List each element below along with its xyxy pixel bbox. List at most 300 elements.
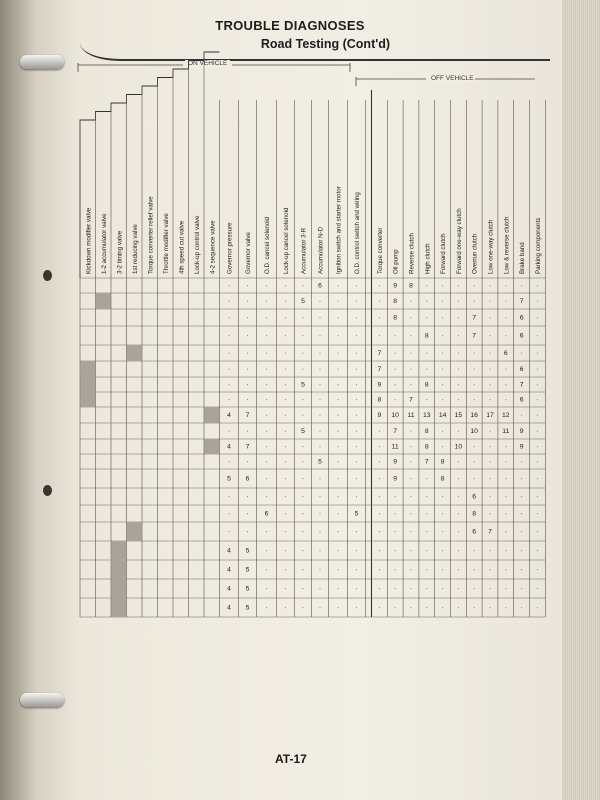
empty-cell-dot: [537, 384, 538, 385]
empty-cell-dot: [505, 531, 506, 532]
empty-cell-dot: [379, 550, 380, 551]
empty-cell-dot: [442, 369, 443, 370]
empty-cell-dot: [337, 285, 338, 286]
cell-value: 8: [440, 475, 445, 483]
empty-cell-dot: [247, 461, 248, 462]
cell-value: 7: [409, 396, 413, 404]
empty-cell-dot: [319, 478, 320, 479]
empty-cell-dot: [379, 301, 380, 302]
column-header: Ignition switch and starter motor: [335, 186, 343, 274]
column-header: Oil pump: [392, 249, 400, 274]
empty-cell-dot: [505, 478, 506, 479]
empty-cell-dot: [302, 461, 303, 462]
shaded-cell: [205, 408, 220, 423]
empty-cell-dot: [356, 531, 357, 532]
empty-cell-dot: [537, 550, 538, 551]
empty-cell-dot: [285, 285, 286, 286]
empty-cell-dot: [285, 369, 286, 370]
cell-value: 8: [424, 428, 429, 436]
cell-value: 8: [424, 443, 429, 451]
empty-cell-dot: [458, 335, 459, 336]
cell-value: 5: [301, 428, 305, 436]
empty-cell-dot: [395, 496, 396, 497]
column-header: Throttle modifier valve: [162, 213, 170, 274]
empty-cell-dot: [537, 496, 538, 497]
empty-cell-dot: [458, 399, 459, 400]
empty-cell-dot: [266, 531, 267, 532]
empty-cell-dot: [228, 384, 229, 385]
empty-cell-dot: [266, 369, 267, 370]
empty-cell-dot: [442, 531, 443, 532]
empty-cell-dot: [426, 607, 427, 608]
empty-cell-dot: [410, 550, 411, 551]
empty-cell-dot: [537, 478, 538, 479]
empty-cell-dot: [266, 550, 267, 551]
empty-cell-dot: [302, 496, 303, 497]
cell-value: 17: [486, 412, 494, 420]
empty-cell-dot: [247, 285, 248, 286]
on-vehicle-label: ON VEHICLE: [185, 60, 230, 67]
empty-cell-dot: [489, 285, 490, 286]
empty-cell-dot: [319, 496, 320, 497]
empty-cell-dot: [337, 369, 338, 370]
shaded-cell: [205, 440, 220, 454]
empty-cell-dot: [228, 335, 229, 336]
column-header: Lock-up cancel solenoid: [283, 207, 290, 274]
empty-cell-dot: [285, 550, 286, 551]
empty-cell-dot: [285, 317, 286, 318]
empty-cell-dot: [285, 588, 286, 589]
cell-value: 9: [519, 428, 524, 436]
empty-cell-dot: [266, 607, 267, 608]
empty-cell-dot: [505, 513, 506, 514]
empty-cell-dot: [489, 550, 490, 551]
empty-cell-dot: [395, 588, 396, 589]
empty-cell-dot: [285, 569, 286, 570]
empty-cell-dot: [442, 607, 443, 608]
empty-cell-dot: [442, 431, 443, 432]
empty-cell-dot: [458, 607, 459, 608]
cell-value: 6: [245, 475, 250, 483]
empty-cell-dot: [302, 415, 303, 416]
empty-cell-dot: [426, 513, 427, 514]
cell-value: 5: [318, 458, 322, 466]
empty-cell-dot: [247, 335, 248, 336]
empty-cell-dot: [474, 569, 475, 570]
empty-cell-dot: [395, 353, 396, 354]
empty-cell-dot: [521, 461, 522, 462]
empty-cell-dot: [458, 285, 459, 286]
empty-cell-dot: [474, 550, 475, 551]
empty-cell-dot: [228, 461, 229, 462]
empty-cell-dot: [395, 607, 396, 608]
empty-cell-dot: [337, 513, 338, 514]
empty-cell-dot: [302, 317, 303, 318]
empty-cell-dot: [319, 550, 320, 551]
empty-cell-dot: [302, 335, 303, 336]
empty-cell-dot: [442, 399, 443, 400]
empty-cell-dot: [489, 301, 490, 302]
empty-cell-dot: [505, 461, 506, 462]
empty-cell-dot: [521, 415, 522, 416]
cell-value: 8: [424, 381, 429, 389]
empty-cell-dot: [337, 415, 338, 416]
empty-cell-dot: [426, 569, 427, 570]
column-header: 3-2 timing valve: [116, 230, 124, 274]
empty-cell-dot: [247, 353, 248, 354]
empty-cell-dot: [356, 384, 357, 385]
empty-cell-dot: [489, 317, 490, 318]
cell-value: 5: [227, 475, 231, 483]
empty-cell-dot: [337, 569, 338, 570]
empty-cell-dot: [356, 496, 357, 497]
empty-cell-dot: [426, 285, 427, 286]
empty-cell-dot: [442, 317, 443, 318]
empty-cell-dot: [410, 478, 411, 479]
empty-cell-dot: [521, 496, 522, 497]
empty-cell-dot: [266, 335, 267, 336]
empty-cell-dot: [410, 431, 411, 432]
cell-value: 11: [391, 443, 399, 451]
cell-value: 9: [377, 381, 382, 389]
cell-value: 7: [519, 298, 524, 306]
empty-cell-dot: [319, 301, 320, 302]
cell-value: 5: [301, 381, 305, 389]
empty-cell-dot: [356, 317, 357, 318]
empty-cell-dot: [228, 399, 229, 400]
empty-cell-dot: [228, 431, 229, 432]
column-header: Low & reverse clutch: [503, 216, 511, 274]
empty-cell-dot: [505, 399, 506, 400]
empty-cell-dot: [337, 335, 338, 336]
empty-cell-dot: [442, 513, 443, 514]
empty-cell-dot: [505, 285, 506, 286]
column-header: O.D. cancel solenoid: [264, 216, 271, 274]
empty-cell-dot: [247, 384, 248, 385]
empty-cell-dot: [505, 317, 506, 318]
empty-cell-dot: [395, 513, 396, 514]
shaded-cell: [112, 561, 127, 579]
empty-cell-dot: [266, 285, 267, 286]
column-header: Low one-way clutch: [487, 219, 495, 274]
empty-cell-dot: [474, 446, 475, 447]
empty-cell-dot: [228, 531, 229, 532]
empty-cell-dot: [302, 531, 303, 532]
cell-value: 6: [318, 282, 322, 290]
empty-cell-dot: [228, 317, 229, 318]
empty-cell-dot: [319, 399, 320, 400]
empty-cell-dot: [521, 531, 522, 532]
cell-value: 5: [354, 510, 359, 518]
empty-cell-dot: [426, 478, 427, 479]
empty-cell-dot: [489, 496, 490, 497]
empty-cell-dot: [395, 569, 396, 570]
empty-cell-dot: [356, 461, 357, 462]
empty-cell-dot: [337, 496, 338, 497]
empty-cell-dot: [505, 496, 506, 497]
cell-value: 11: [407, 412, 415, 420]
cell-value: 6: [472, 493, 477, 501]
empty-cell-dot: [319, 431, 320, 432]
empty-cell-dot: [266, 588, 267, 589]
empty-cell-dot: [489, 461, 490, 462]
empty-cell-dot: [247, 317, 248, 318]
cell-value: 10: [391, 412, 399, 420]
empty-cell-dot: [537, 531, 538, 532]
empty-cell-dot: [410, 588, 411, 589]
empty-cell-dot: [247, 513, 248, 514]
empty-cell-dot: [426, 588, 427, 589]
empty-cell-dot: [458, 550, 459, 551]
empty-cell-dot: [395, 399, 396, 400]
empty-cell-dot: [266, 569, 267, 570]
empty-cell-dot: [228, 301, 229, 302]
empty-cell-dot: [337, 531, 338, 532]
cell-value: 7: [472, 332, 477, 340]
empty-cell-dot: [521, 588, 522, 589]
empty-cell-dot: [285, 531, 286, 532]
empty-cell-dot: [266, 399, 267, 400]
empty-cell-dot: [285, 496, 286, 497]
empty-cell-dot: [426, 496, 427, 497]
page-number: AT-17: [275, 752, 307, 766]
empty-cell-dot: [266, 317, 267, 318]
column-header: Torque converter relief valve: [147, 196, 155, 274]
column-header: Accumulator N-D: [317, 226, 325, 274]
empty-cell-dot: [458, 369, 459, 370]
empty-cell-dot: [489, 478, 490, 479]
empty-cell-dot: [266, 446, 267, 447]
cell-value: 5: [245, 585, 250, 593]
column-header: Forward clutch: [440, 233, 448, 274]
empty-cell-dot: [266, 415, 267, 416]
column-header: Kickdown modifier valve: [85, 207, 93, 274]
empty-cell-dot: [247, 431, 248, 432]
shaded-cell: [96, 294, 111, 309]
cell-value: 7: [245, 443, 250, 451]
empty-cell-dot: [319, 588, 320, 589]
empty-cell-dot: [266, 301, 267, 302]
off-vehicle-label: OFF VEHICLE: [428, 75, 477, 82]
empty-cell-dot: [489, 513, 490, 514]
cell-value: 6: [472, 528, 477, 536]
empty-cell-dot: [410, 353, 411, 354]
empty-cell-dot: [474, 285, 475, 286]
empty-cell-dot: [337, 301, 338, 302]
empty-cell-dot: [426, 369, 427, 370]
empty-cell-dot: [537, 353, 538, 354]
cell-value: 6: [519, 366, 524, 374]
empty-cell-dot: [489, 353, 490, 354]
empty-cell-dot: [356, 335, 357, 336]
empty-cell-dot: [410, 301, 411, 302]
cell-value: 9: [393, 282, 398, 290]
cell-value: 4: [227, 585, 231, 593]
empty-cell-dot: [266, 384, 267, 385]
empty-cell-dot: [337, 431, 338, 432]
empty-cell-dot: [474, 478, 475, 479]
cell-value: 5: [301, 298, 305, 306]
empty-cell-dot: [426, 399, 427, 400]
empty-cell-dot: [505, 301, 506, 302]
empty-cell-dot: [410, 369, 411, 370]
empty-cell-dot: [302, 446, 303, 447]
empty-cell-dot: [458, 461, 459, 462]
empty-cell-dot: [285, 415, 286, 416]
cell-value: 10: [454, 443, 463, 451]
shaded-cell: [112, 599, 127, 617]
empty-cell-dot: [474, 607, 475, 608]
empty-cell-dot: [319, 569, 320, 570]
empty-cell-dot: [379, 588, 380, 589]
empty-cell-dot: [521, 607, 522, 608]
empty-cell-dot: [537, 607, 538, 608]
empty-cell-dot: [302, 569, 303, 570]
cell-value: 4: [227, 566, 231, 574]
empty-cell-dot: [319, 335, 320, 336]
empty-cell-dot: [247, 496, 248, 497]
empty-cell-dot: [474, 461, 475, 462]
cell-value: 6: [519, 396, 524, 404]
empty-cell-dot: [537, 285, 538, 286]
empty-cell-dot: [356, 399, 357, 400]
empty-cell-dot: [426, 550, 427, 551]
column-header: Parking components: [534, 217, 542, 274]
column-header: Forward one-way clutch: [455, 208, 463, 274]
empty-cell-dot: [356, 415, 357, 416]
empty-cell-dot: [505, 369, 506, 370]
shaded-cell: [81, 393, 96, 407]
empty-cell-dot: [442, 446, 443, 447]
empty-cell-dot: [458, 531, 459, 532]
empty-cell-dot: [228, 285, 229, 286]
empty-cell-dot: [521, 513, 522, 514]
empty-cell-dot: [379, 513, 380, 514]
empty-cell-dot: [319, 531, 320, 532]
empty-cell-dot: [489, 369, 490, 370]
empty-cell-dot: [319, 369, 320, 370]
cell-value: 7: [472, 314, 477, 322]
cell-value: 4: [227, 443, 231, 451]
empty-cell-dot: [337, 384, 338, 385]
empty-cell-dot: [302, 478, 303, 479]
empty-cell-dot: [474, 301, 475, 302]
empty-cell-dot: [285, 478, 286, 479]
empty-cell-dot: [319, 513, 320, 514]
cell-value: 5: [245, 547, 250, 555]
empty-cell-dot: [285, 446, 286, 447]
empty-cell-dot: [505, 588, 506, 589]
empty-cell-dot: [521, 285, 522, 286]
empty-cell-dot: [442, 353, 443, 354]
cell-value: 6: [264, 510, 269, 518]
empty-cell-dot: [337, 353, 338, 354]
empty-cell-dot: [410, 496, 411, 497]
empty-cell-dot: [410, 607, 411, 608]
empty-cell-dot: [337, 550, 338, 551]
empty-cell-dot: [395, 531, 396, 532]
empty-cell-dot: [285, 607, 286, 608]
shaded-cell: [112, 580, 127, 598]
cell-value: 6: [519, 332, 524, 340]
empty-cell-dot: [356, 285, 357, 286]
column-header: Accumulator 3-R: [300, 227, 308, 274]
empty-cell-dot: [228, 353, 229, 354]
column-header: Governor pressure: [226, 222, 234, 274]
empty-cell-dot: [285, 335, 286, 336]
empty-cell-dot: [537, 335, 538, 336]
empty-cell-dot: [537, 446, 538, 447]
empty-cell-dot: [458, 384, 459, 385]
empty-cell-dot: [489, 335, 490, 336]
empty-cell-dot: [458, 496, 459, 497]
empty-cell-dot: [285, 399, 286, 400]
empty-cell-dot: [228, 369, 229, 370]
empty-cell-dot: [442, 569, 443, 570]
cell-value: 4: [227, 547, 231, 555]
cell-value: 8: [440, 458, 445, 466]
empty-cell-dot: [337, 446, 338, 447]
empty-cell-dot: [379, 496, 380, 497]
empty-cell-dot: [489, 569, 490, 570]
column-header: High clutch: [424, 243, 432, 274]
empty-cell-dot: [505, 446, 506, 447]
cell-value: 8: [377, 396, 382, 404]
empty-cell-dot: [337, 399, 338, 400]
empty-cell-dot: [474, 369, 475, 370]
empty-cell-dot: [302, 588, 303, 589]
empty-cell-dot: [395, 550, 396, 551]
empty-cell-dot: [356, 353, 357, 354]
empty-cell-dot: [285, 431, 286, 432]
empty-cell-dot: [337, 317, 338, 318]
empty-cell-dot: [458, 588, 459, 589]
empty-cell-dot: [266, 496, 267, 497]
empty-cell-dot: [379, 607, 380, 608]
empty-cell-dot: [356, 478, 357, 479]
empty-cell-dot: [319, 384, 320, 385]
empty-cell-dot: [302, 550, 303, 551]
cell-value: 5: [245, 604, 250, 612]
empty-cell-dot: [247, 531, 248, 532]
column-header: Governor valve: [245, 232, 252, 274]
empty-cell-dot: [537, 461, 538, 462]
shaded-cell: [127, 346, 142, 361]
cell-value: 13: [423, 412, 431, 420]
empty-cell-dot: [426, 353, 427, 354]
cell-value: 9: [377, 412, 382, 420]
empty-cell-dot: [458, 431, 459, 432]
empty-cell-dot: [285, 301, 286, 302]
empty-cell-dot: [302, 369, 303, 370]
empty-cell-dot: [285, 513, 286, 514]
empty-cell-dot: [410, 384, 411, 385]
empty-cell-dot: [337, 461, 338, 462]
empty-cell-dot: [489, 446, 490, 447]
empty-cell-dot: [442, 285, 443, 286]
cell-value: 5: [245, 566, 250, 574]
empty-cell-dot: [356, 607, 357, 608]
empty-cell-dot: [247, 301, 248, 302]
empty-cell-dot: [228, 513, 229, 514]
column-header: O.D. control switch and wiring: [354, 192, 361, 274]
empty-cell-dot: [489, 399, 490, 400]
cell-value: 6: [519, 314, 524, 322]
cell-value: 15: [454, 412, 463, 420]
cell-value: 12: [502, 412, 510, 420]
cell-value: 10: [470, 428, 478, 436]
shaded-cell: [112, 542, 127, 560]
